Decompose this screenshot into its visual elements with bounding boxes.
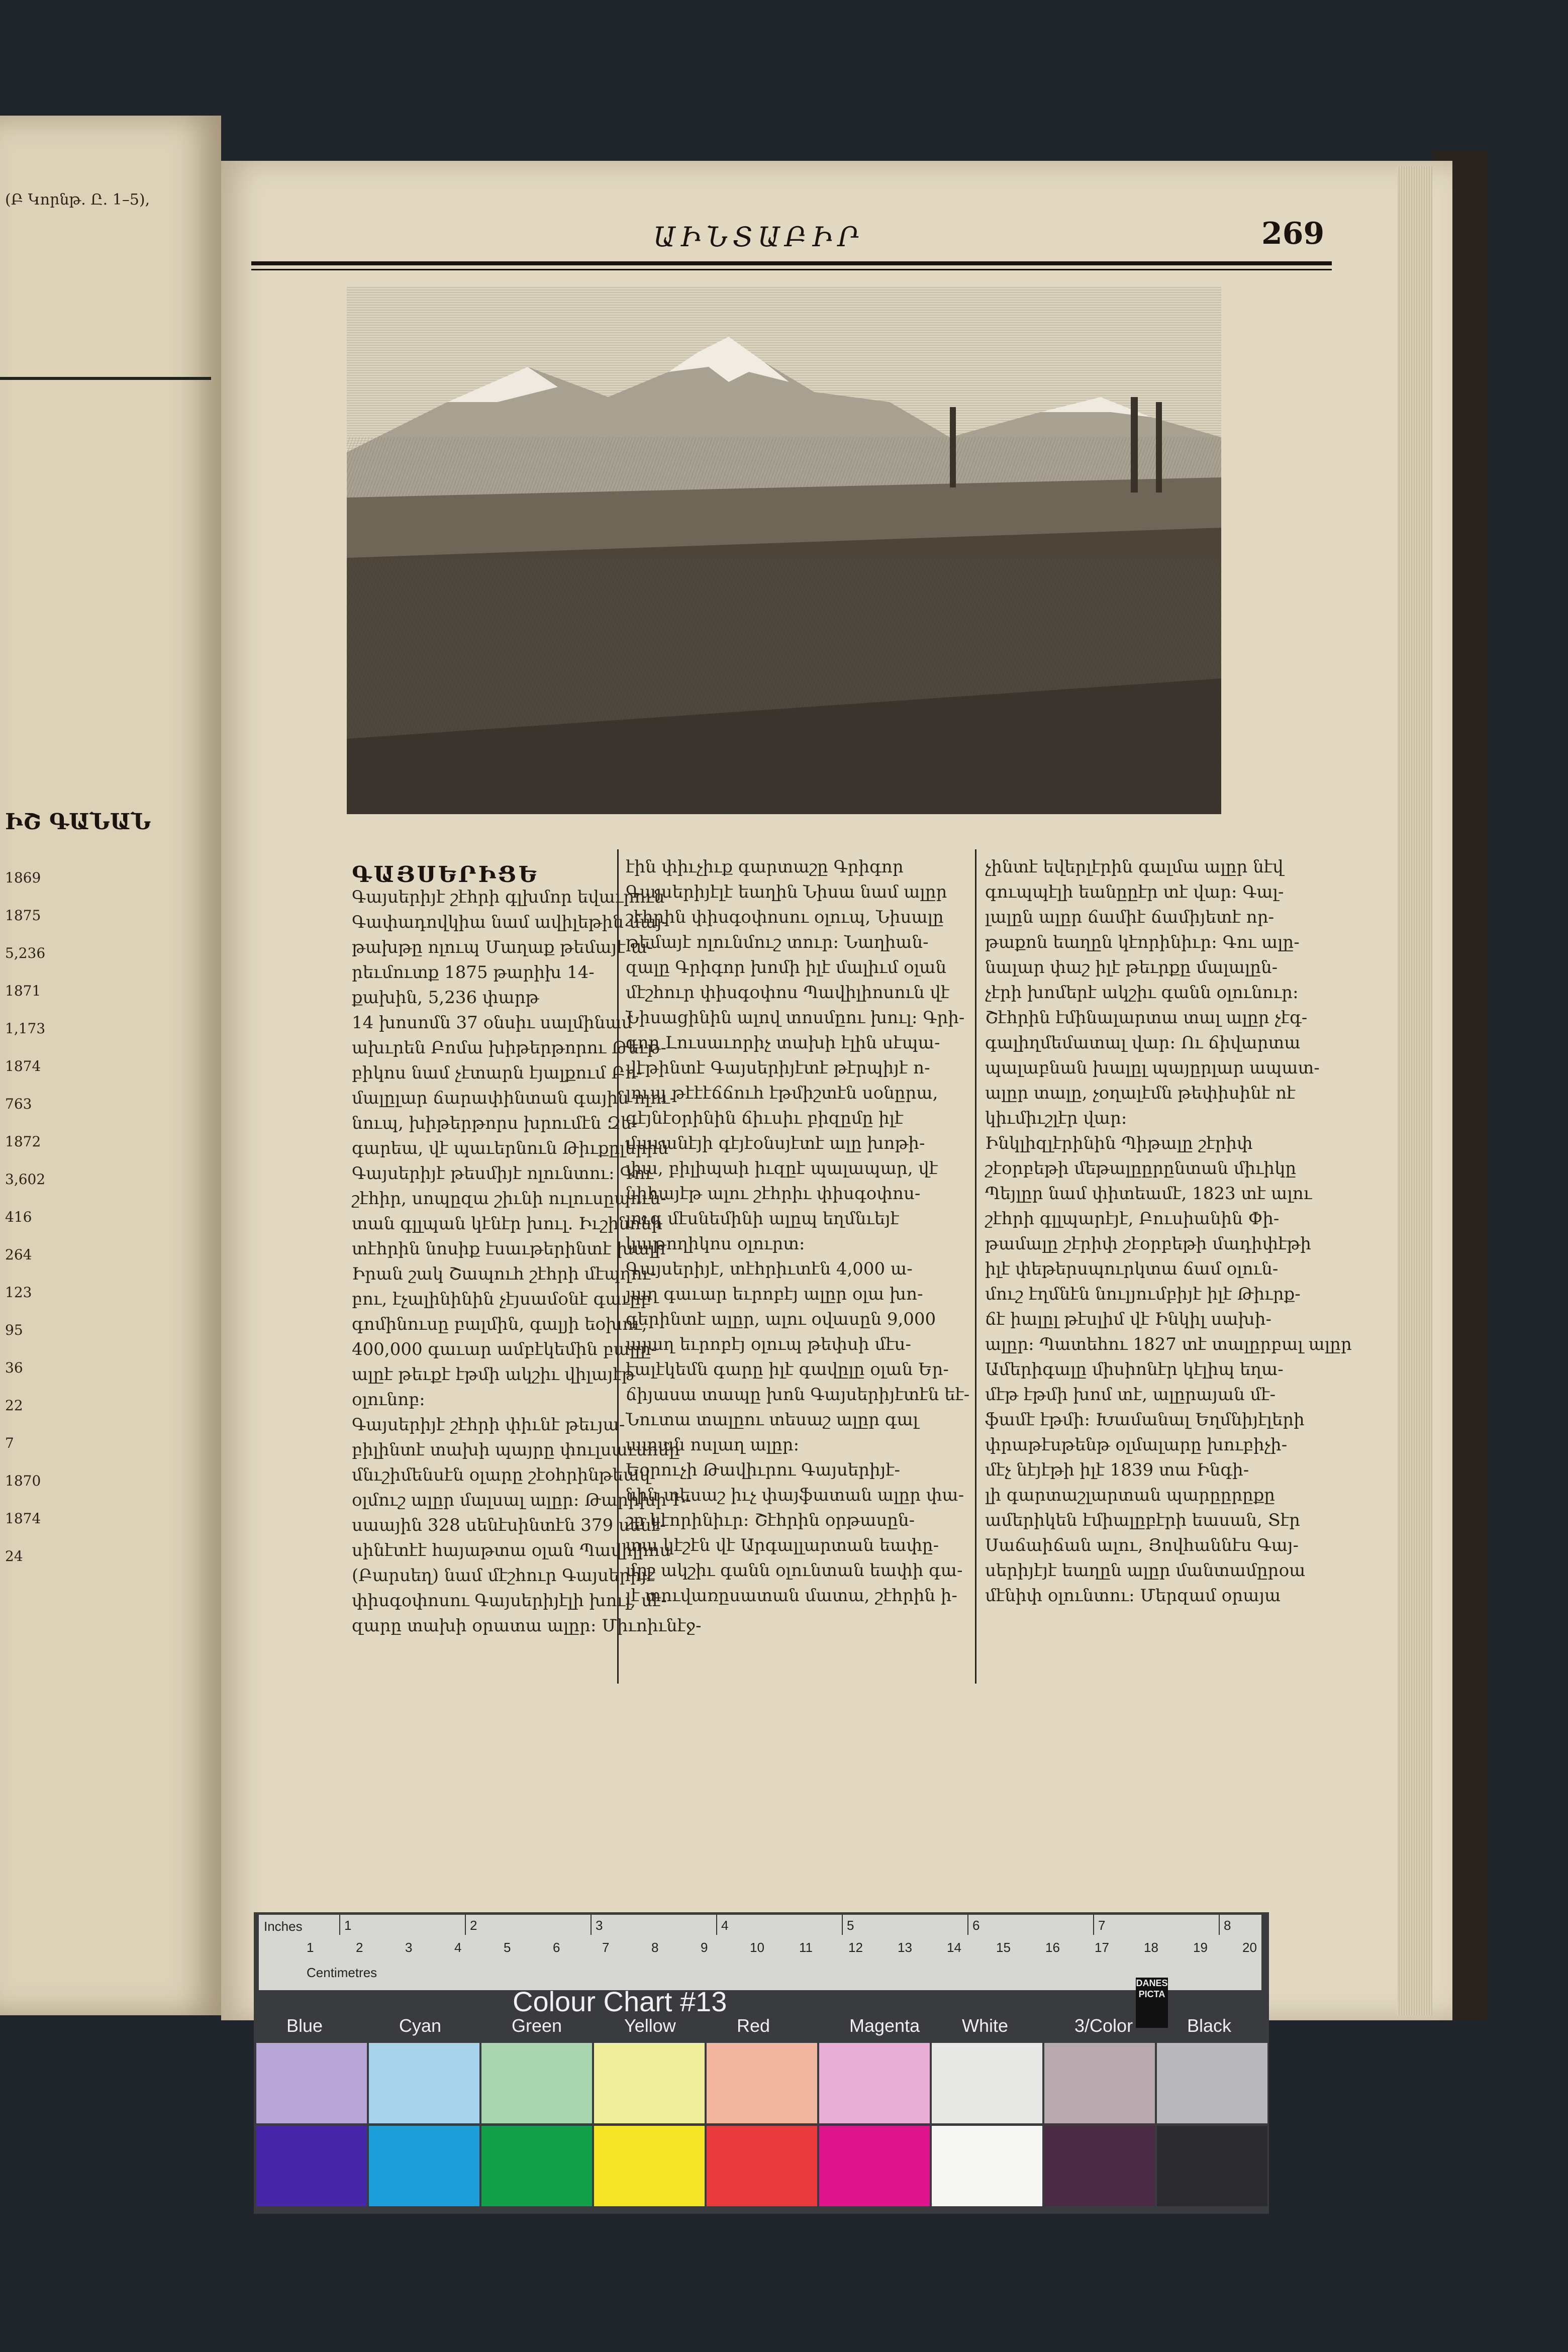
cm-mark: 1 (307, 1940, 314, 1955)
article-line: Գայսերիյէ թեսմիյէ ոլունտու։ Գու (352, 1163, 654, 1184)
article-line: 14 խոսոմն 37 օնսիւ սալմինամ (352, 1013, 633, 1033)
inch-tick (339, 1915, 340, 1935)
inch-tick (591, 1915, 592, 1935)
swatch-light (481, 2043, 592, 2123)
article-line: գերինտէ ալըր, ալու օվասըն 9,000 (626, 1309, 936, 1329)
article-line: թեմայէ ոլունմուշ տուր։ Նաղիան- (626, 932, 929, 952)
swatch-light (256, 2043, 367, 2123)
danes-picta-logo: DANES PICTA (1136, 1978, 1168, 2028)
inch-tick (1093, 1915, 1094, 1935)
article-line: տա կէշէն վէ Արգալլարտան եափը- (626, 1535, 939, 1555)
ruler-inches-label: Inches (264, 1919, 303, 1934)
article-line: ճիյասա տապը խոն Գայսերիյէտէն եէ- (626, 1385, 970, 1405)
left-page-number: 22 (5, 1397, 23, 1414)
article-line: Իրան շակ Շապուհ շէհրի մէպղու- (352, 1264, 656, 1284)
left-page-number: 264 (5, 1246, 32, 1263)
cm-mark: 3 (405, 1940, 413, 1955)
swatch-label: White (962, 2015, 1009, 2036)
article-line: Գայսերիյէլէ եաղին Նիսա նամ ալըր (626, 882, 947, 902)
article-line: ամերիկեն էմիալըբէրի եասան, Տէր (985, 1510, 1300, 1530)
article-line: մէշհուր փիսգօփոս Պավիլիոսուն վէ (626, 983, 950, 1003)
inch-tick (1219, 1915, 1220, 1935)
cm-mark: 20 (1242, 1940, 1257, 1955)
article-line: պալաբնան խալըլ պայըրլար ապատ- (985, 1058, 1320, 1078)
colour-chart-title: Colour Chart #13 (513, 1986, 727, 2017)
article-line: փրաթէսթենթ օլմալարը խուբիչի- (985, 1435, 1288, 1455)
left-page-number: 1874 (5, 1058, 41, 1074)
left-page-number: 7 (5, 1435, 14, 1451)
article-line: սինէտէէ հայաթտա օլան Պավիլիոս (352, 1540, 671, 1560)
article-line: Պեյլըր նամ փիտեամէ, 1823 տէ ալու (985, 1184, 1312, 1204)
article-line: էալէկեմն գարը իլէ գավըլը օլան Եր- (626, 1359, 949, 1380)
swatch-label: Cyan (399, 2015, 442, 2036)
article-line: թաքոն եաղըն կէորինիւր։ Գու ալը- (985, 932, 1300, 952)
header-rule (251, 261, 1332, 265)
cm-mark: 17 (1095, 1940, 1109, 1955)
article-line: չինտէ եվերլէրին գալմա ալըր նէվ (985, 857, 1284, 877)
article-line: մաւանէյի գէյէօնսյէտէ ալը խոթի- (626, 1133, 925, 1153)
article-line: կիւմիւշլէր վար։ (985, 1108, 1127, 1128)
inch-mark: 1 (344, 1918, 352, 1933)
left-page-number: 1,173 (5, 1020, 46, 1037)
inch-tick (465, 1915, 466, 1935)
inch-mark: 2 (470, 1918, 477, 1933)
left-page-rule (0, 377, 211, 380)
article-line: մըշ ակշիւ գանն օլունտան եափի գա- (626, 1560, 963, 1581)
article-line: իլէ փեթերսպուրկտա ճամ օլուն- (985, 1259, 1279, 1279)
article-line: լալըն ալըր ճամիէ ճամիյետէ որ- (985, 907, 1275, 927)
cm-mark: 11 (799, 1940, 813, 1955)
cm-mark: 6 (553, 1940, 560, 1955)
article-line: տէհրին նոսիք էսաւթերինտէ խալի (352, 1239, 666, 1259)
cm-mark: 18 (1144, 1940, 1158, 1955)
inch-mark: 7 (1098, 1918, 1106, 1933)
left-page-citation: (Բ Կորնթ. Ը. 1–5), (5, 191, 150, 209)
article-line: գոմինուսը բալմին, գալյի եօխու, (352, 1314, 647, 1334)
cm-mark: 13 (898, 1940, 912, 1955)
article-line: Եօրուչի Թավիւրու Գայսերիյէ- (626, 1460, 901, 1480)
left-page-number: 1875 (5, 907, 41, 924)
left-page-number: 1874 (5, 1510, 41, 1527)
cm-mark: 16 (1045, 1940, 1060, 1955)
inch-mark: 5 (847, 1918, 854, 1933)
article-line: բիկոս նամ չէտարն էյալքում Բո- (352, 1063, 642, 1083)
swatch-light (932, 2043, 1042, 2123)
cm-mark: 2 (356, 1940, 363, 1955)
article-line: մէթ էթմի խոմ տէ, ալըրայան մէ- (985, 1385, 1276, 1405)
left-page-number: 1869 (5, 869, 41, 886)
swatch-label: Yellow (624, 2015, 676, 2036)
article-line: (Բարսեղ) նամ մէշհուր Գայսերիյէ (352, 1565, 655, 1586)
article-line: Գափադովկիա նամ ավիլեթին մայ- (352, 912, 667, 932)
article-line: գարեա, վէ պաւերնուն Թիւքըլերին (352, 1138, 668, 1158)
inch-mark: 3 (596, 1918, 603, 1933)
article-line: լի գարտաշլարտան պարըըրըքը (985, 1485, 1275, 1505)
article-line: նին տեսաշ իւչ փայֆատան ալըր փա- (626, 1485, 964, 1505)
article-line: լուգ մէսնեմինի ալըպ եղմնւեյէ (626, 1209, 899, 1229)
inch-tick (842, 1915, 843, 1935)
article-line: Նուտա տալըու տեսաշ ալըր գալ (626, 1410, 919, 1430)
swatch-label: 3/Color (1074, 2015, 1133, 2036)
article-line: Ամերիգալը միսիոնէր կէլիպ եղա- (985, 1359, 1284, 1380)
article-line: քախին, 5,236 փարթ (352, 988, 539, 1008)
article-line: սերիյէյէ եաղըն ալըր մանտամըրօա (985, 1560, 1306, 1581)
swatch-light (819, 2043, 930, 2123)
left-page-number: 416 (5, 1209, 32, 1225)
article-line: գէյնէօրինին ճիւսիւ բիզըմը իլէ (626, 1108, 904, 1128)
running-head: ԱԻՆՏԱԲԻՐ (653, 221, 864, 253)
article-line: ալըր։ Պատեհու 1827 տէ տալըրբալ ալըր (985, 1334, 1352, 1354)
cm-mark: 12 (848, 1940, 863, 1955)
cm-mark: 10 (750, 1940, 764, 1955)
swatch-light (1157, 2043, 1267, 2123)
header-rule-thin (251, 269, 1332, 270)
swatch-label: Green (512, 2015, 562, 2036)
article-line: նիհայէթ ալու շէհրիւ փիսգօփոս- (626, 1184, 921, 1204)
swatch-dark (819, 2126, 930, 2206)
swatch-label: Black (1187, 2015, 1232, 2036)
ruler-cm-label: Centimetres (307, 1965, 377, 1980)
swatch-dark (1044, 2126, 1155, 2206)
swatch-label: Blue (286, 2015, 323, 2036)
article-line: ճէ իալըլ թէսլիմ վէ Ինկիլ սախի- (985, 1309, 1271, 1329)
article-line: գուպպէլի եանըըէր տէ վար։ Գալ- (985, 882, 1284, 902)
left-page-number: 95 (5, 1322, 23, 1338)
left-page-number: 5,236 (5, 945, 46, 961)
swatch-dark (707, 2126, 817, 2206)
swatch-dark (481, 2126, 592, 2206)
left-page (0, 116, 221, 2015)
inch-mark: 6 (972, 1918, 980, 1933)
swatch-label: Red (737, 2015, 770, 2036)
column-divider (975, 849, 976, 1684)
article-line: զարը տախի օրատա ալըր։ Միւոիւնէջ- (352, 1616, 702, 1636)
article-line: Գայսերիյէ շէհրի գլխմոր եվաւրուն (352, 887, 665, 907)
article-line: մալըլար ճարափինտան գային ոլու- (352, 1088, 676, 1108)
article-line: Ինկլիզլէրինին Պիթալը շէրիփ (985, 1133, 1253, 1153)
article-title: ԳԱՅՍԵՐԻՑԵ (352, 862, 539, 888)
article-line: այաղ եւրոբէյ օլուպ թեփսի մէս- (626, 1334, 911, 1354)
page-number: 269 (1261, 216, 1325, 251)
article-line: մէչ նէյէթի իլէ 1839 տա Ինգի- (985, 1460, 1249, 1480)
swatch-light (369, 2043, 479, 2123)
article-line: շէհրի գլլպարէյէ, Բուսիանին Փի- (985, 1209, 1280, 1229)
article-line: Գայսերիյէ, տէհրիւտէն 4,000 ա- (626, 1259, 913, 1279)
left-page-number: 36 (5, 1359, 23, 1376)
article-line: բու, էչալինինին չէյսամօնէ գաւըբ (352, 1289, 651, 1309)
swatch-dark (369, 2126, 479, 2206)
article-line: թամալը շէրիփ շէօրբեթի մադիփէթի (985, 1234, 1311, 1254)
article-line: րեւմուտք 1875 թարիխ 14- (352, 962, 595, 983)
inch-mark: 4 (721, 1918, 729, 1933)
article-line: ատան ոսլաղ ալըր։ (626, 1435, 800, 1455)
article-line: տան գլլպան կէնէր խուլ. Իւշինոնի (352, 1214, 663, 1234)
ruler (259, 1915, 1261, 1990)
cm-mark: 14 (947, 1940, 961, 1955)
article-line: Սաճաիճան ալու, Յովհաննէս Գայ- (985, 1535, 1299, 1555)
article-column-1 (352, 885, 702, 1638)
article-line: ալըէ թեւքէ էթմի ակշիւ վիլայէթ (352, 1364, 635, 1385)
article-line: նուպ, խիթերթորս խրումէն Զե- (352, 1113, 638, 1133)
swatch-light (594, 2043, 705, 2123)
swatch-light (1044, 2043, 1155, 2123)
cm-mark: 8 (651, 1940, 659, 1955)
article-line: մնւշիմենսէն օլարը շէօհրինթեավ (352, 1465, 650, 1485)
article-line: սաային 328 սենէսինտէն 379 սենէ- (352, 1515, 666, 1535)
left-page-number: 1872 (5, 1133, 41, 1150)
article-line: շը կէորինիւր։ Շէհրին օրթասըն- (626, 1510, 915, 1530)
article-line: մուշ էղմնէն նուլյումբիյէ իլէ Թիւրք- (985, 1284, 1301, 1304)
article-line: զալը Գրիգոր խոմի իլէ մալիւմ օլան (626, 957, 947, 977)
swatch-dark (594, 2126, 705, 2206)
left-page-number: 123 (5, 1284, 32, 1301)
article-line: օլունոբ։ (352, 1390, 425, 1410)
article-line: բիլինտէ տախի պայրը փուլսաւսոմը (352, 1440, 680, 1460)
inch-tick (716, 1915, 717, 1935)
article-line: մէնիփ օլունտու։ Մերզամ օրայա (985, 1586, 1281, 1606)
article-line: էին փիւչիւք գարտաշը Գրիգոր (626, 857, 904, 877)
article-line: լէ տուվառըսատան մատա, շէհրին ի- (626, 1586, 957, 1606)
cm-mark: 7 (602, 1940, 610, 1955)
article-column-3 (985, 854, 1352, 1608)
article-line: շէօրբեթի մեթալըըրընտան միւիկը (985, 1158, 1297, 1179)
page-edges (1397, 166, 1432, 2015)
article-line: կաթողիկոս օլուրտ։ (626, 1234, 805, 1254)
left-page-number: 24 (5, 1548, 23, 1564)
left-page-number: 3,602 (5, 1171, 46, 1188)
swatch-dark (932, 2126, 1042, 2206)
article-line: Շէհրին էմինալարտա տալ ալըր չէգ- (985, 1008, 1308, 1028)
article-line: թախթը ոլուպ Մաղաք թեմայէ ա- (352, 937, 653, 957)
article-column-2 (626, 854, 970, 1608)
inch-mark: 8 (1224, 1918, 1231, 1933)
article-line: շէհիր, սոպըզա շիւնի ուլուսըպուն- (352, 1189, 666, 1209)
article-line: չէրի խոմերէ ակշիւ գանն օլունուր։ (985, 983, 1299, 1003)
left-page-number: 1871 (5, 983, 41, 999)
swatch-dark (1157, 2126, 1267, 2206)
article-line: վէթինտէ Գայսերիյէտէ թէրպիյէ ո- (626, 1058, 930, 1078)
swatch-label: Magenta (849, 2015, 920, 2036)
article-line: լուպ թէէէճճուհ էթմիշտէն սօնըրա, (626, 1083, 938, 1103)
article-line: շէհրին փիսգօփոսու օլուպ, Նիսալը (626, 907, 944, 927)
article-line: յաղ գաւար եւրոբէյ ալըր օլա խո- (626, 1284, 923, 1304)
cm-mark: 15 (996, 1940, 1011, 1955)
cm-mark: 9 (701, 1940, 708, 1955)
article-line: ֆամէ էթմի։ Խամանալ Եղմնիյէլերի (985, 1410, 1305, 1430)
article-line: 400,000 գաւար ամբէկեմին բալլը- (352, 1339, 657, 1359)
article-line: փա, բիլիպաի իւզըէ պալապար, վէ (626, 1158, 938, 1179)
article-line: նալար փաշ իլէ թեւրքը մալալըն- (985, 957, 1278, 977)
article-line: գալիղմեմատալ վար։ Ու ճիվարտա (985, 1033, 1301, 1053)
mountain-engraving (347, 286, 1221, 814)
article-line: փիսգօփոսու Գայսերիյէլի խուլ, մէ- (352, 1591, 667, 1611)
article-line: գոր Լուսաւորիչ տախի էլին սէպա- (626, 1033, 940, 1053)
cm-mark: 19 (1193, 1940, 1208, 1955)
left-page-number: 763 (5, 1096, 32, 1112)
article-line: օլմուշ ալըր մալսալ ալըր։ Թարիխի Ի- (352, 1490, 692, 1510)
article-line: ալըր տալը, չօղալէմն թեփիսինէ ոէ (985, 1083, 1296, 1103)
article-line: Նիսացինին ալով տոսմըու խուլ։ Գրի- (626, 1008, 965, 1028)
article-line: ախւրեն Բոմա խիթերթորու Թեւթ- (352, 1038, 667, 1058)
inch-tick (967, 1915, 968, 1935)
article-line: Գայսերիյէ շէհրի փիւնէ թեւյա- (352, 1415, 625, 1435)
swatch-light (707, 2043, 817, 2123)
swatch-dark (256, 2126, 367, 2206)
left-page-number: 1870 (5, 1473, 41, 1489)
left-page-heading: ԻՇ ԳԱՆԱՆ (5, 809, 151, 835)
cm-mark: 5 (504, 1940, 511, 1955)
cm-mark: 4 (454, 1940, 462, 1955)
